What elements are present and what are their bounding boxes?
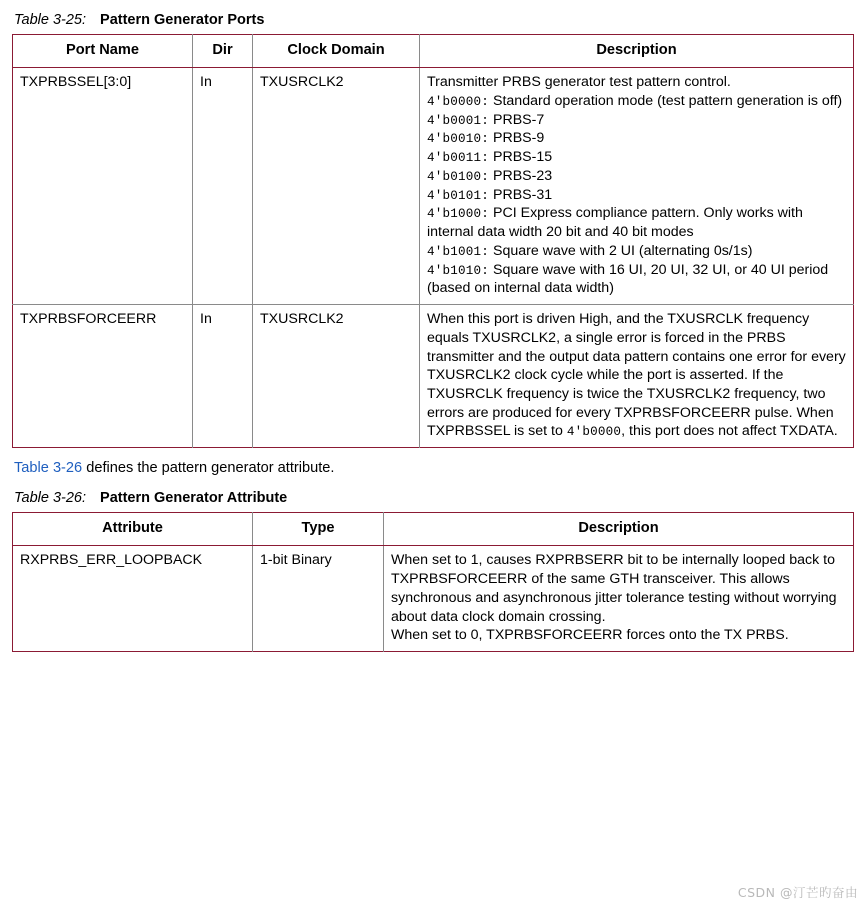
enum-text: PRBS-7 xyxy=(493,111,545,128)
table-reference-paragraph xyxy=(14,460,856,476)
enum-text: PRBS-15 xyxy=(493,149,553,166)
cell-port-name: TXPRBSSEL[3:0] xyxy=(13,68,193,305)
table-3-26-caption-title: Pattern Generator Attribute xyxy=(100,490,288,507)
enum-item xyxy=(427,111,846,130)
enum-code: 4'b0101: xyxy=(427,188,490,203)
cell-dir: In xyxy=(193,305,253,448)
enum-code: 4'b0000: xyxy=(427,94,490,109)
cell-description xyxy=(420,68,854,305)
column-header-description: Description xyxy=(384,513,854,546)
column-header-description: Description xyxy=(420,35,854,68)
description-text-part1: When this port is driven High, and the TXUSRCLK frequency equals TXUSRCLK2, a single error is forced in the PRBS transmitter and the output data pattern contains one error for every TXUSRCLK2 clock cycle while the port is asserted. If the TXUSRCLK frequency is twice the TXUSRCLK2 frequency, two errors are produced for every TXPRBSFORCEERR pulse. When TXPRBSSEL is set to xyxy=(427,311,846,440)
cell-type: 1-bit Binary xyxy=(253,546,384,652)
description-paragraph: When set to 1, causes RXPRBSERR bit to be internally looped back to TXPRBSFORCEERR of the same GTH transceiver. This allows synchronous and asynchronous jitter tolerance testing without worrying about data clock domain crossing. xyxy=(391,552,837,625)
table-3-25-caption-title: Pattern Generator Ports xyxy=(100,12,265,28)
table-header-row xyxy=(13,35,854,68)
description-code: 4'b0000 xyxy=(566,425,622,440)
enum-item xyxy=(427,204,846,241)
enum-item xyxy=(427,242,846,261)
enum-item xyxy=(427,167,846,186)
enum-code: 4'b1001: xyxy=(427,244,490,259)
enum-item xyxy=(427,148,846,167)
pattern-generator-ports-table xyxy=(12,34,854,448)
cell-description xyxy=(384,546,854,652)
enum-text: Standard operation mode (test pattern generation is off) xyxy=(493,92,843,109)
cell-clock-domain: TXUSRCLK2 xyxy=(253,305,420,448)
enum-code: 4'b0010: xyxy=(427,132,490,147)
enum-code: 4'b1010: xyxy=(427,263,490,278)
enum-item xyxy=(427,129,846,148)
enum-code: 4'b0100: xyxy=(427,169,490,184)
enum-item xyxy=(427,261,846,298)
description-paragraph: When set to 0, TXPRBSFORCEERR forces onto the TX PRBS. xyxy=(391,627,789,644)
enum-item xyxy=(427,186,846,205)
cell-clock-domain: TXUSRCLK2 xyxy=(253,68,420,305)
description-paragraph xyxy=(427,310,846,441)
enum-code: 4'b0001: xyxy=(427,113,490,128)
enum-code: 4'b0011: xyxy=(427,151,490,166)
cell-description xyxy=(420,305,854,448)
column-header-port-name: Port Name xyxy=(13,35,193,68)
table-3-25-caption-label: Table 3-25: xyxy=(14,12,87,28)
table-reference-text: defines the pattern generator attribute. xyxy=(82,460,335,477)
enum-text: PRBS-31 xyxy=(493,186,553,203)
table-3-25-caption xyxy=(14,12,856,28)
description-text-part2: , this port does not affect TXDATA. xyxy=(621,423,838,440)
column-header-attribute: Attribute xyxy=(13,513,253,546)
table-3-26-caption xyxy=(14,490,856,506)
column-header-clock-domain: Clock Domain xyxy=(253,35,420,68)
description-intro: Transmitter PRBS generator test pattern control. xyxy=(427,74,731,91)
enum-text: Square wave with 2 UI (alternating 0s/1s) xyxy=(493,242,753,259)
cell-port-name: TXPRBSFORCEERR xyxy=(13,305,193,448)
table-row xyxy=(13,305,854,448)
enum-item xyxy=(427,92,846,111)
column-header-dir: Dir xyxy=(193,35,253,68)
watermark: CSDN @汀芒旳奋由 xyxy=(737,885,858,900)
table-3-26-caption-label: Table 3-26: xyxy=(14,490,87,507)
enum-text: PCI Express compliance pattern. Only works with internal data width 20 bit and 40 bit modes xyxy=(427,205,803,241)
table-header-row xyxy=(13,513,854,546)
enum-text: Square wave with 16 UI, 20 UI, 32 UI, or 40 UI period (based on internal data width) xyxy=(427,261,829,297)
table-3-26-link[interactable]: Table 3-26 xyxy=(14,460,83,477)
table-row xyxy=(13,68,854,305)
table-row xyxy=(13,546,854,652)
pattern-generator-attribute-table xyxy=(12,512,854,652)
column-header-type: Type xyxy=(253,513,384,546)
enum-text: PRBS-23 xyxy=(493,167,553,184)
enum-code: 4'b1000: xyxy=(427,207,490,222)
enum-text: PRBS-9 xyxy=(493,130,545,147)
cell-attribute: RXPRBS_ERR_LOOPBACK xyxy=(13,546,253,652)
cell-dir: In xyxy=(193,68,253,305)
